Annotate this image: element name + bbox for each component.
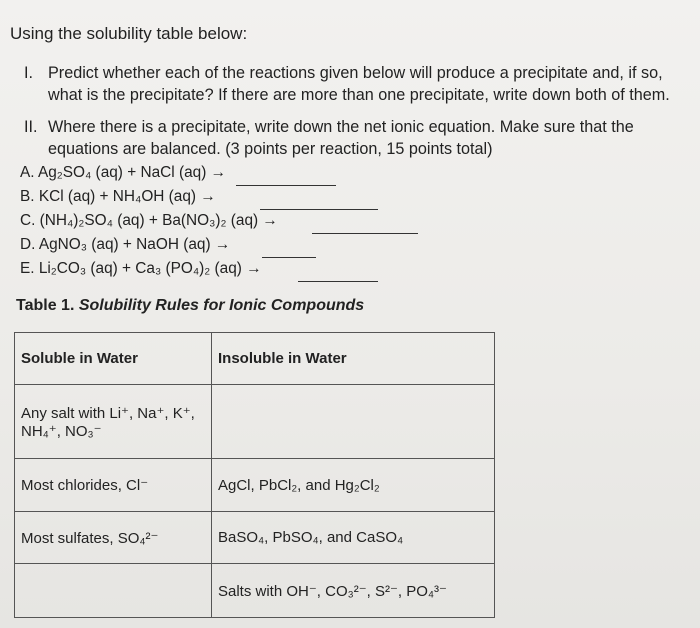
cell-soluble — [15, 385, 212, 459]
table-title-text: Solubility Rules for Ionic Compounds — [78, 297, 365, 314]
instruction-2-line1: Where there is a precipitate, write down the net ionic equation. Make sure that the — [48, 118, 634, 136]
reaction-c: C. (NH₄)₂SO₄ (aq) + Ba(NO₃)₂ (aq) → — [20, 212, 278, 229]
table-title-label: Table 1. — [16, 297, 75, 314]
instruction-1 — [24, 62, 698, 106]
instruction-2-line2: equations are balanced. (3 points per reaction, 15 points total) — [48, 140, 493, 158]
instruction-2 — [24, 116, 698, 160]
reaction-b: B. KCl (aq) + NH₄OH (aq) → — [20, 188, 216, 205]
instruction-1-line1: Predict whether each of the reactions given below will produce a precipitate and, if so, — [48, 64, 663, 82]
table-title — [16, 297, 364, 315]
instruction-2-number: II. — [24, 118, 38, 136]
cell-soluble — [15, 564, 212, 618]
instruction-1-number: I. — [24, 64, 33, 82]
cell-insoluble: Salts with OH⁻, CO₃²⁻, S²⁻, PO₄³⁻ — [212, 564, 495, 618]
instruction-1-line2: what is the precipitate? If there are more than one precipitate, write down both of them. — [48, 86, 670, 104]
header-soluble: Soluble in Water — [15, 333, 212, 385]
answer-line-a — [236, 185, 336, 186]
header-insoluble: Insoluble in Water — [212, 333, 495, 385]
cell-insoluble: BaSO₄, PbSO₄, and CaSO₄ — [212, 512, 495, 564]
cell-soluble: Most chlorides, Cl⁻ — [15, 459, 212, 512]
cell-soluble-line1: Any salt with Li⁺, Na⁺, K⁺, — [21, 404, 195, 422]
cell-soluble-line2: NH₄⁺, NO₃⁻ — [21, 422, 102, 440]
cell-soluble: Most sulfates, SO₄²⁻ — [15, 512, 212, 564]
answer-line-e — [298, 281, 378, 282]
answer-line-d — [262, 257, 316, 258]
reaction-a: A. Ag₂SO₄ (aq) + NaCl (aq) → — [20, 164, 226, 181]
cell-insoluble — [212, 385, 495, 459]
table-row — [15, 564, 495, 618]
solubility-table — [14, 332, 495, 618]
intro-text: Using the solubility table below: — [10, 24, 248, 43]
table-header-row — [15, 333, 495, 385]
table-row — [15, 512, 495, 564]
table-row — [15, 459, 495, 512]
answer-line-b — [260, 209, 378, 210]
answer-line-c — [312, 233, 418, 234]
reaction-d: D. AgNO₃ (aq) + NaOH (aq) → — [20, 236, 231, 253]
cell-insoluble: AgCl, PbCl₂, and Hg₂Cl₂ — [212, 459, 495, 512]
reaction-e: E. Li₂CO₃ (aq) + Ca₃ (PO₄)₂ (aq) → — [20, 260, 262, 277]
table-row — [15, 385, 495, 459]
